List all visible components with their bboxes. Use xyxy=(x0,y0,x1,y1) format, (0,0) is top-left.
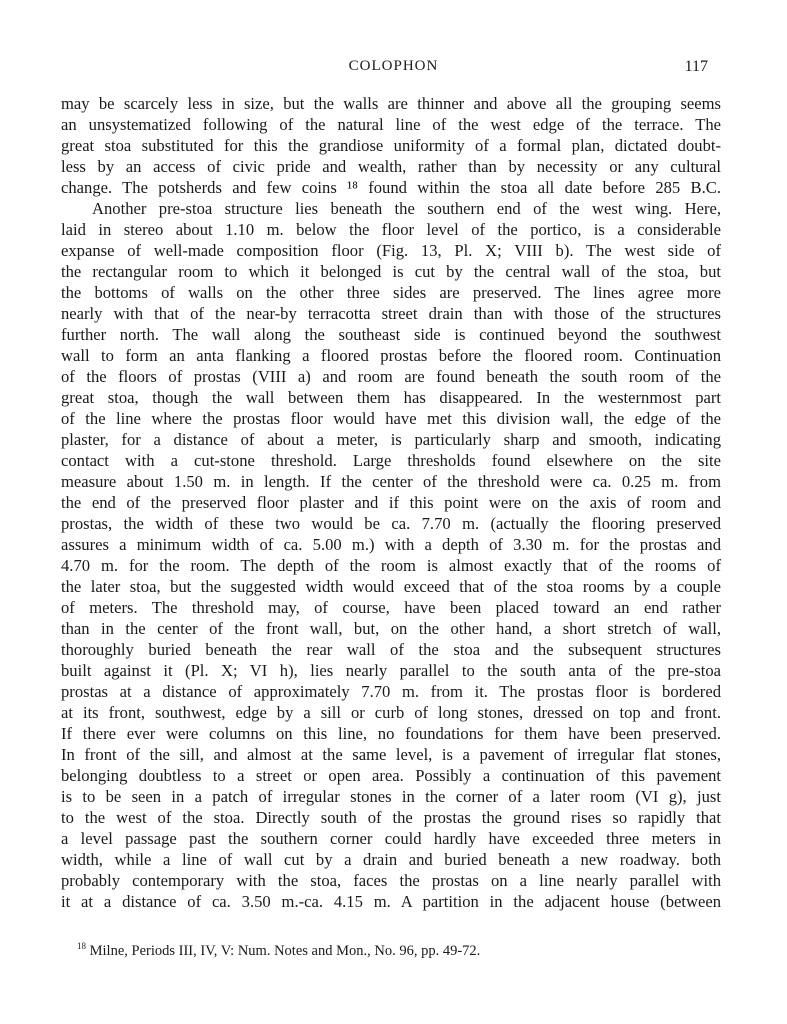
page-header xyxy=(0,58,787,80)
text-line: In front of the sill, and almost at the same level, is a pavement of irregular flat stones, xyxy=(61,745,721,764)
text-line: less by an access of civic pride and wealth, rather than by necessity or any cultural xyxy=(61,157,721,176)
text-line: than in the center of the front wall, but, on the other hand, a short stretch of wall, xyxy=(61,619,721,638)
text-line: If there ever were columns on this line, no foundations for them have been preserved. xyxy=(61,724,721,743)
text-line: to the west of the stoa. Directly south of the prostas the ground rises so rapidly that xyxy=(61,808,721,827)
text-line: at its front, southwest, edge by a sill or curb of long stones, dressed on top and front. xyxy=(61,703,721,722)
text-line: expanse of well-made composition floor (Fig. 13, Pl. X; VIII b). The west side of xyxy=(61,241,721,260)
text-line: change. The potsherds and few coins ¹⁸ found within the stoa all date before 285 B.C. xyxy=(61,178,721,197)
text-line: wall to form an anta flanking a floored prostas before the floored room. Continuation xyxy=(61,346,721,365)
text-line: 4.70 m. for the room. The depth of the room is almost exactly that of the rooms of xyxy=(61,556,721,575)
text-line: width, while a line of wall cut by a drain and buried beneath a new roadway. both xyxy=(61,850,721,869)
page-number: 117 xyxy=(684,58,708,75)
text-line: contact with a cut-stone threshold. Large thresholds found elsewhere on the site xyxy=(61,451,721,470)
text-line: great stoa substituted for this the grandiose uniformity of a formal plan, dictated doubt- xyxy=(61,136,721,155)
text-line: the rectangular room to which it belonged is cut by the central wall of the stoa, but xyxy=(61,262,721,281)
text-line: of the line where the prostas floor would have met this division wall, the edge of the xyxy=(61,409,721,428)
text-line: belonging doubtless to a street or open area. Possibly a continuation of this pavement xyxy=(61,766,721,785)
text-line: plaster, for a distance of about a meter, is particularly sharp and smooth, indicating xyxy=(61,430,721,449)
text-line: of meters. The threshold may, of course, have been placed toward an end rather xyxy=(61,598,721,617)
text-line: laid in stereo about 1.10 m. below the floor level of the portico, is a considerable xyxy=(61,220,721,239)
text-line: built against it (Pl. X; VI h), lies nearly parallel to the south anta of the pre-stoa xyxy=(61,661,721,680)
text-line: of the floors of prostas (VIII a) and room are found beneath the south room of the xyxy=(61,367,721,386)
footnote-text: Milne, Periods III, IV, V: Num. Notes and Mon., No. 96, pp. 49-72. xyxy=(89,943,481,959)
text-line: an unsystematized following of the natural line of the west edge of the terrace. The xyxy=(61,115,721,134)
text-line: probably contemporary with the stoa, faces the prostas on a line nearly parallel with xyxy=(61,871,721,890)
running-title: COLOPHON xyxy=(348,58,439,74)
text-line: it at a distance of ca. 3.50 m.-ca. 4.15 m. A partition in the adjacent house (between xyxy=(61,892,721,911)
text-line: is to be seen in a patch of irregular stones in the corner of a later room (VI g), just xyxy=(61,787,721,806)
text-line: thoroughly buried beneath the rear wall of the stoa and the subsequent structures xyxy=(61,640,721,659)
text-line: the bottoms of walls on the other three sides are preserved. The lines agree more xyxy=(61,283,721,302)
text-line: a level passage past the southern corner could hardly have exceeded three meters in xyxy=(61,829,721,848)
text-line: the end of the preserved floor plaster and if this point were on the axis of room and xyxy=(61,493,721,512)
text-line: nearly with that of the near-by terracotta street drain than with those of the structures xyxy=(61,304,721,323)
footnote xyxy=(77,942,717,960)
text-line-paragraph-start: Another pre-stoa structure lies beneath the southern end of the west wing. Here, xyxy=(92,199,721,218)
text-line: measure about 1.50 m. in length. If the center of the threshold were ca. 0.25 m. from xyxy=(61,472,721,491)
text-line: may be scarcely less in size, but the walls are thinner and above all the grouping seems xyxy=(61,94,721,113)
text-line: great stoa, though the wall between them has disappeared. In the westernmost part xyxy=(61,388,721,407)
body-text xyxy=(61,93,721,912)
footnote-number: 18 xyxy=(77,941,86,951)
text-line: assures a minimum width of ca. 5.00 m.) with a depth of 3.30 m. for the prostas and xyxy=(61,535,721,554)
text-line: further north. The wall along the southeast side is continued beyond the southwest xyxy=(61,325,721,344)
text-line: prostas at a distance of approximately 7.70 m. from it. The prostas floor is bordered xyxy=(61,682,721,701)
text-line: prostas, the width of these two would be ca. 7.70 m. (actually the flooring preserved xyxy=(61,514,721,533)
text-line: the later stoa, but the suggested width would exceed that of the stoa rooms by a couple xyxy=(61,577,721,596)
